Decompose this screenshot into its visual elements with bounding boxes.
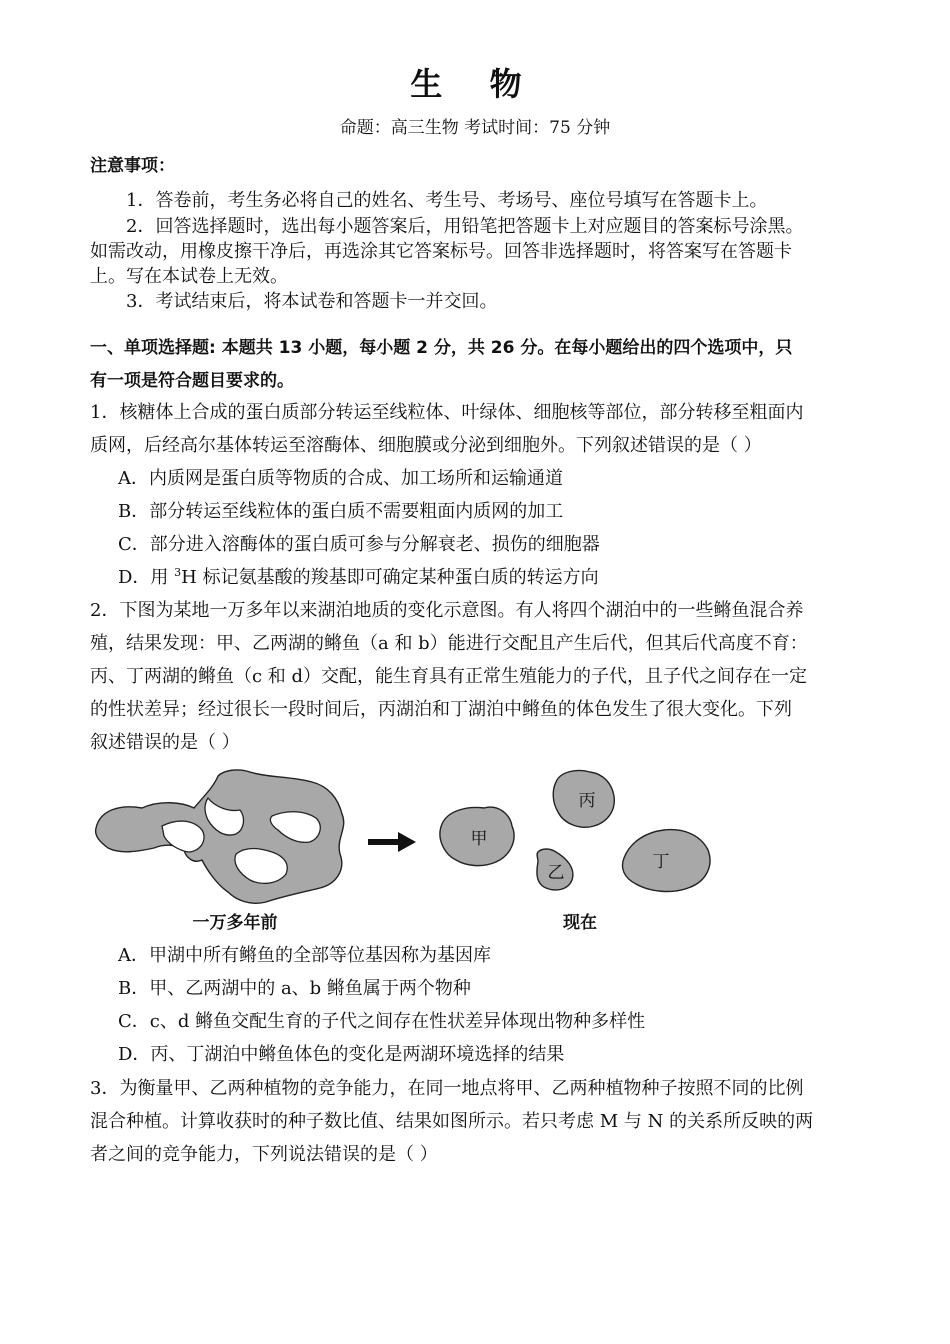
question-2-stem: 叙述错误的是（ ） [90, 732, 240, 753]
option-d-suffix: H 标记氨基酸的羧基即可确定某种蛋白质的转运方向 [181, 567, 599, 588]
section-heading: 一、单项选择题: 本题共 13 小题，每小题 2 分，共 26 分。在每小题给出的四个选项中，只 [90, 338, 793, 358]
notice-heading: 注意事项： [90, 156, 175, 176]
lake-change-figure [90, 768, 730, 938]
caption-past: 一万多年前 [192, 913, 278, 933]
question-1-stem: 1．核糖体上合成的蛋白质部分转运至线粒体、叶绿体、细胞核等部位，部分转移至粗面内 [90, 402, 804, 423]
question-2-stem: 殖，结果发现：甲、乙两湖的鳉鱼（a 和 b）能进行交配且产生后代，但其后代高度不育： [90, 633, 808, 654]
isotope-mass-number: 3 [174, 566, 182, 579]
question-3-stem: 3．为衡量甲、乙两种植物的竞争能力，在同一地点将甲、乙两种植物种子按照不同的比例 [90, 1078, 804, 1099]
question-3-stem: 混合种植。计算收获时的种子数比值、结果如图所示。若只考虑 M 与 N 的关系所反映的两 [90, 1111, 814, 1132]
notice-line: 1．答卷前，考生务必将自己的姓名、考生号、考场号、座位号填写在答题卡上。 [126, 190, 768, 211]
question-1-option-d [118, 566, 599, 590]
question-2-option-c: C．c、d 鳉鱼交配生育的子代之间存在性状差异体现出物种多样性 [118, 1011, 646, 1032]
lake-label-bing: 丙 [578, 791, 596, 811]
lake-label-ding: 丁 [652, 852, 670, 872]
lake-label-jia: 甲 [470, 829, 488, 849]
question-2-stem: 2．下图为某地一万多年以来湖泊地质的变化示意图。有人将四个湖泊中的一些鳉鱼混合养 [90, 600, 804, 621]
notice-line: 如需改动，用橡皮擦干净后，再选涂其它答案标号。回答非选择题时，将答案写在答题卡 [90, 241, 792, 262]
question-2-stem: 丙、丁两湖的鳉鱼（c 和 d）交配，能生育具有正常生殖能力的子代，且子代之间存在一定 [90, 666, 808, 687]
ancient-gap-1 [162, 821, 204, 852]
notice-line: 3．考试结束后，将本试卷和答题卡一并交回。 [126, 291, 498, 312]
exam-info: 命题：高三生物 考试时间：75 分钟 [339, 118, 611, 138]
question-1-option-a: A．内质网是蛋白质等物质的合成、加工场所和运输通道 [118, 468, 563, 489]
question-1-option-c: C．部分进入溶酶体的蛋白质可参与分解衰老、损伤的细胞器 [118, 534, 600, 555]
question-1-stem: 质网，后经高尔基体转运至溶酶体、细胞膜或分泌到细胞外。下列叙述错误的是（ ） [90, 435, 762, 456]
page-title: 生 物 [410, 65, 540, 103]
question-2-option-d: D．丙、丁湖泊中鳉鱼体色的变化是两湖环境选择的结果 [118, 1044, 565, 1065]
section-heading: 有一项是符合题目要求的。 [90, 371, 294, 391]
caption-present: 现在 [563, 913, 597, 933]
arrow [368, 832, 416, 852]
notice-line: 上。写在本试卷上无效。 [90, 266, 288, 287]
question-2-option-a: A．甲湖中所有鳉鱼的全部等位基因称为基因库 [118, 945, 491, 966]
question-1-option-b: B．部分转运至线粒体的蛋白质不需要粗面内质网的加工 [118, 501, 564, 522]
lake-label-yi: 乙 [547, 863, 565, 883]
option-d-prefix: D．用 [118, 567, 175, 588]
notice-line: 2．回答选择题时，选出每小题答案后，用铅笔把答题卡上对应题目的答案标号涂黑。 [126, 216, 804, 237]
question-2-option-b: B．甲、乙两湖中的 a、b 鳉鱼属于两个物种 [118, 978, 471, 999]
question-2-stem: 的性状差异；经过很长一段时间后，丙湖泊和丁湖泊中鳉鱼的体色发生了很大变化。下列 [90, 699, 792, 720]
question-3-stem: 者之间的竞争能力，下列说法错误的是（ ） [90, 1144, 438, 1165]
